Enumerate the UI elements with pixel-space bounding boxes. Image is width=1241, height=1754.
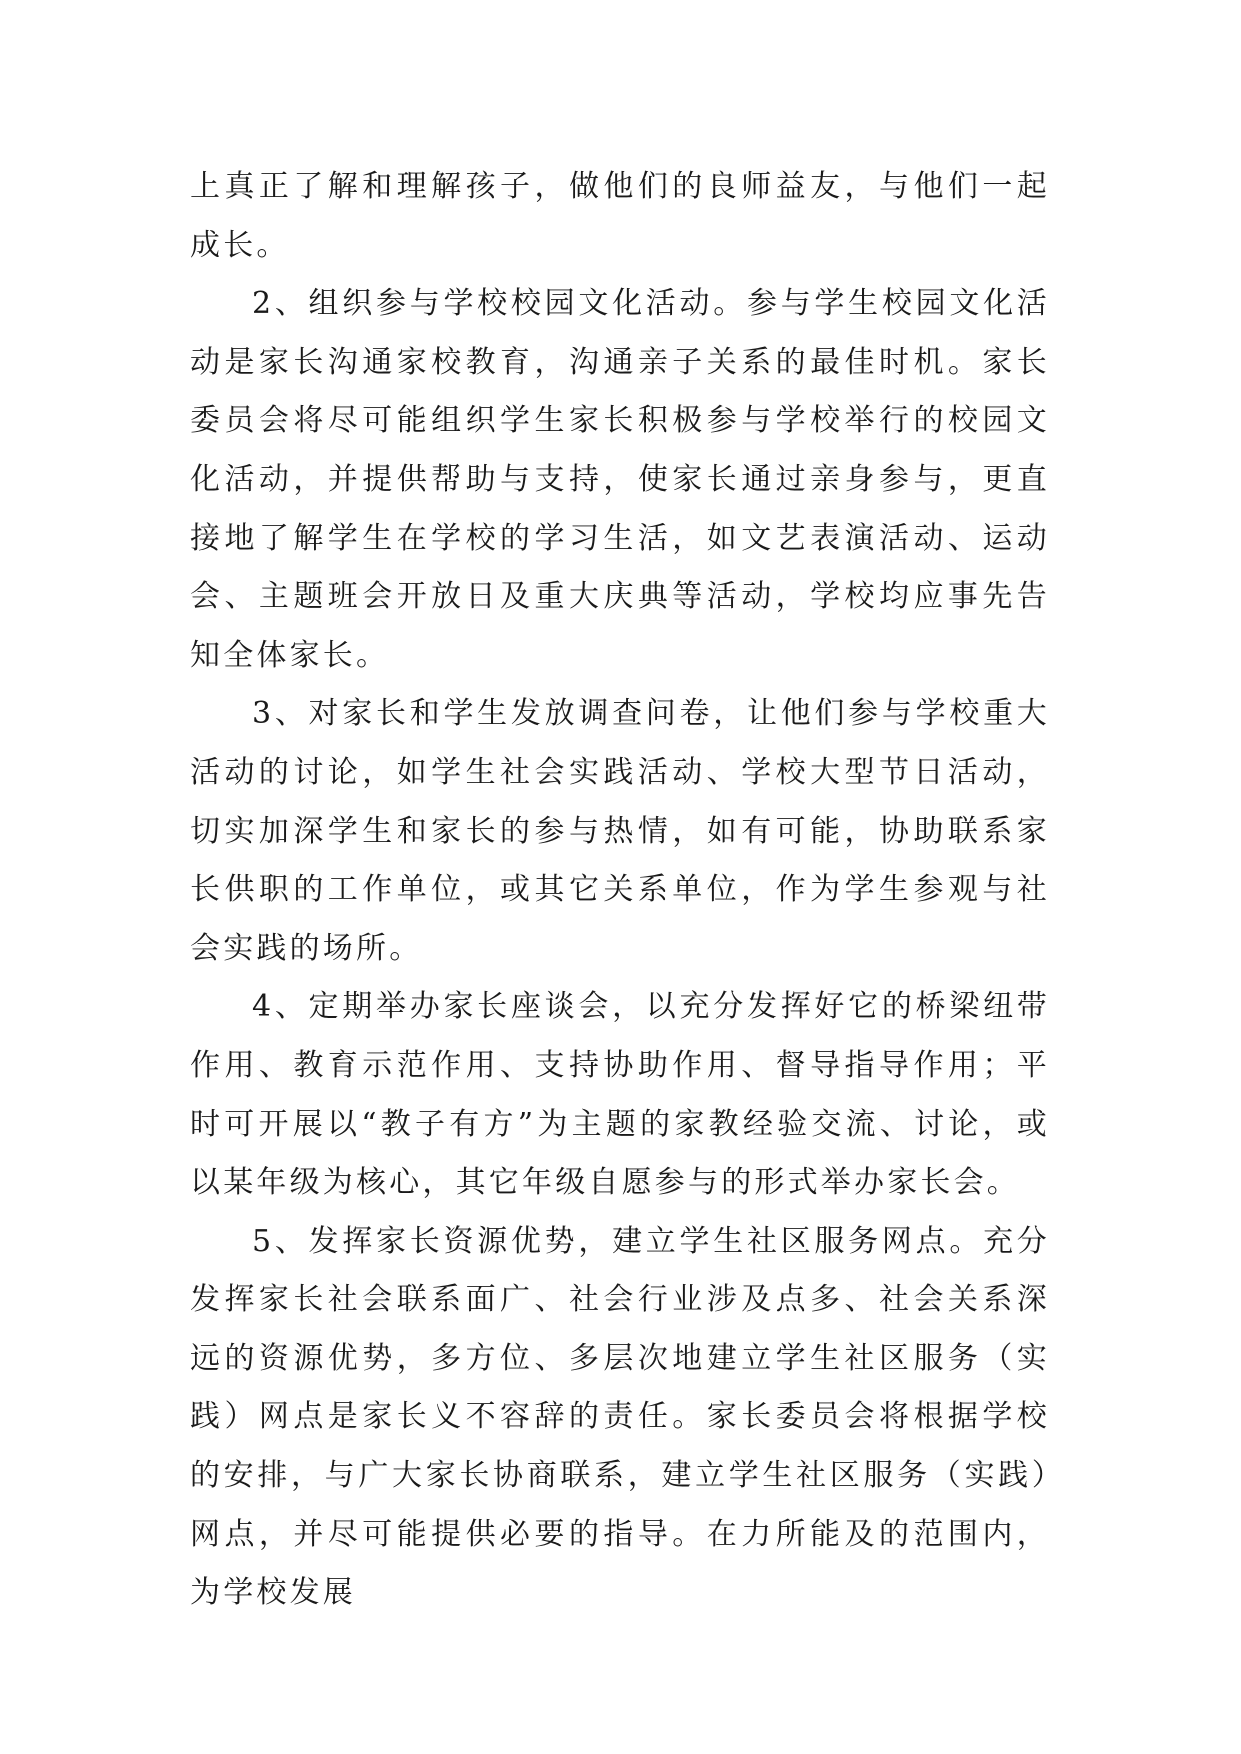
paragraph-item-3: 3、对家长和学生发放调查问卷，让他们参与学校重大活动的讨论，如学生社会实践活动、学校大型节日活动，切实加深学生和家长的参与热情，如有可能，协助联系家长供职的工作单位，或其它关系单位，作为学生参观与社会实践的场所。 xyxy=(190,696,1050,966)
paragraph-item-4: 4、定期举办家长座谈会，以充分发挥好它的桥梁纽带作用、教育示范作用、支持协助作用、督导指导作用；平时可开展以“教子有方”为主题的家教经验交流、讨论，或以某年级为核心，其它年级自愿参与的形式举办家长会。 xyxy=(190,989,1050,1201)
document-body xyxy=(190,158,1050,1623)
paragraph-item-5: 5、发挥家长资源优势，建立学生社区服务网点。充分发挥家长社会联系面广、社会行业涉及点多、社会关系深远的资源优势，多方位、多层次地建立学生社区服务（实践）网点是家长义不容辞的责任。家长委员会将根据学校的安排，与广大家长协商联系，建立学生社区服务（实践）网点，并尽可能提供必要的指导。在力所能及的范围内，为学校发展 xyxy=(190,1223,1050,1611)
paragraph-continuation: 上真正了解和理解孩子，做他们的良师益友，与他们一起成长。 xyxy=(190,169,1050,263)
paragraph-item-2: 2、组织参与学校校园文化活动。参与学生校园文化活动是家长沟通家校教育，沟通亲子关系的最佳时机。家长委员会将尽可能组织学生家长积极参与学校举行的校园文化活动，并提供帮助与支持，使家长通过亲身参与，更直接地了解学生在学校的学习生活，如文艺表演活动、运动会、主题班会开放日及重大庆典等活动，学校均应事先告知全体家长。 xyxy=(190,286,1050,673)
